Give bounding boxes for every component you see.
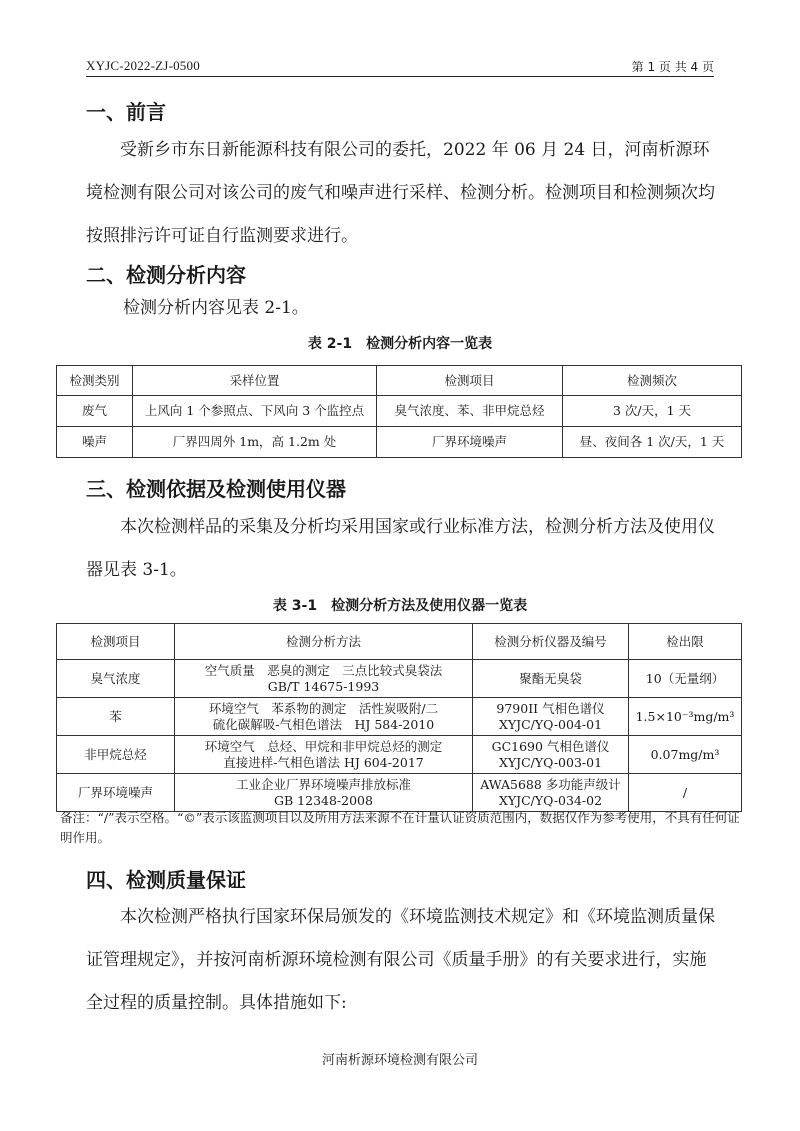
method-line: 硫化碳解吸-气相色谱法 HJ 584-2010 [212, 716, 435, 732]
table-cell [175, 736, 473, 774]
header-cell: 检测类别 [57, 366, 133, 396]
table-note: 备注：“/”表示空格。“©”表示该监测项目以及所用方法来源不在计量认证资质范围内，数据仅作为参考使用，不具有任何证明作用。 [60, 810, 740, 845]
instrument-line: AWA5688 多功能声级计 [480, 776, 621, 792]
method-line: 直接进样-气相色谱法 HJ 604-2017 [223, 754, 424, 770]
section-4-paragraph: 本次检测严格执行国家环保局颁发的《环境监测技术规定》和《环境监测质量保证管理规定》，并按河南析源环境检测有限公司《质量手册》的有关要求进行，实施全过程的质量控制。具体措施如下: [86, 907, 715, 1013]
method-line: 空气质量 恶臭的测定 三点比较式臭袋法 [204, 662, 443, 678]
table-cell: 3 次/天，1 天 [563, 396, 742, 427]
table-row [57, 396, 742, 427]
table-3-1-caption: 表 3-1 检测分析方法及使用仪器一览表 [272, 598, 528, 614]
table-cell: 苯 [57, 698, 175, 736]
table-cell [175, 774, 473, 812]
table-cell: 废气 [57, 396, 133, 427]
table-cell: 臭气浓度 [57, 660, 175, 698]
header-cell: 检测分析方法 [175, 624, 473, 660]
table-row [57, 660, 742, 698]
table-2-1-caption: 表 2-1 检测分析内容一览表 [307, 336, 493, 352]
section-3-title: 三、检测依据及检测使用仪器 [86, 477, 346, 501]
instrument-line: XYJC/YQ-003-01 [498, 754, 603, 770]
table-cell: 臭气浓度、苯、非甲烷总烃 [377, 396, 563, 427]
section-1-paragraph: 受新乡市东日新能源科技有限公司的委托，2022 年 06 月 24 日，河南析源环境检测有限公司对该公司的废气和噪声进行采样、检测分析。检测项目和检测频次均按照排污许可证自行监测要求进行。 [86, 140, 715, 246]
doc-number: XYJC-2022-ZJ-0500 [86, 58, 200, 73]
header-cell: 检测项目 [377, 366, 563, 396]
header-rule [86, 76, 714, 77]
table-cell: 0.07mg/m³ [629, 736, 742, 774]
method-line: 环境空气 总烃、甲烷和非甲烷总烃的测定 [204, 738, 443, 754]
header-cell: 检测频次 [563, 366, 742, 396]
table-cell [473, 698, 629, 736]
table-cell: 噪声 [57, 427, 133, 458]
table-header-row [57, 624, 742, 660]
header-cell: 采样位置 [133, 366, 377, 396]
table-cell [175, 698, 473, 736]
instrument-line: 9790II 气相色谱仪 [496, 700, 605, 716]
table-cell: 1.5×10⁻³mg/m³ [629, 698, 742, 736]
table-cell [473, 736, 629, 774]
table-2-1 [56, 365, 742, 458]
instrument-line: GC1690 气相色谱仪 [491, 738, 610, 754]
table-cell: 厂界环境噪声 [57, 774, 175, 812]
table-cell [175, 660, 473, 698]
section-1-title: 一、前言 [86, 100, 166, 124]
table-cell: 上风向 1 个参照点、下风向 3 个监控点 [133, 396, 377, 427]
table-cell: 聚酯无臭袋 [473, 660, 629, 698]
section-2-paragraph: 检测分析内容见表 2-1。 [123, 298, 309, 318]
table-row [57, 736, 742, 774]
footer-company: 河南析源环境检测有限公司 [321, 1053, 478, 1068]
header-cell: 检测项目 [57, 624, 175, 660]
instrument-line: XYJC/YQ-004-01 [498, 716, 603, 732]
method-line: GB/T 14675-1993 [267, 678, 380, 694]
table-row [57, 698, 742, 736]
table-cell: 厂界环境噪声 [377, 427, 563, 458]
page-indicator: 第 1 页 共 4 页 [631, 60, 714, 74]
table-header-row [57, 366, 742, 396]
header-cell: 检测分析仪器及编号 [473, 624, 629, 660]
method-line: 工业企业厂界环境噪声排放标准 [235, 776, 411, 792]
section-3-paragraph: 本次检测样品的采集及分析均采用国家或行业标准方法，检测分析方法及使用仪器见表 3-1。 [86, 517, 715, 580]
table-row [57, 774, 742, 812]
header-cell: 检出限 [629, 624, 742, 660]
table-cell: 非甲烷总烃 [57, 736, 175, 774]
section-4-title: 四、检测质量保证 [86, 868, 246, 892]
table-cell: 厂界四周外 1m，高 1.2m 处 [133, 427, 377, 458]
table-3-1 [56, 623, 742, 812]
table-cell: / [629, 774, 742, 812]
table-cell: 10（无量纲） [629, 660, 742, 698]
table-cell [473, 774, 629, 812]
method-line: 环境空气 苯系物的测定 活性炭吸附/二 [208, 700, 439, 716]
section-2-title: 二、检测分析内容 [86, 263, 246, 287]
method-line: GB 12348-2008 [274, 792, 373, 808]
instrument-line: XYJC/YQ-034-02 [498, 792, 603, 808]
table-cell: 昼、夜间各 1 次/天，1 天 [563, 427, 742, 458]
table-row [57, 427, 742, 458]
